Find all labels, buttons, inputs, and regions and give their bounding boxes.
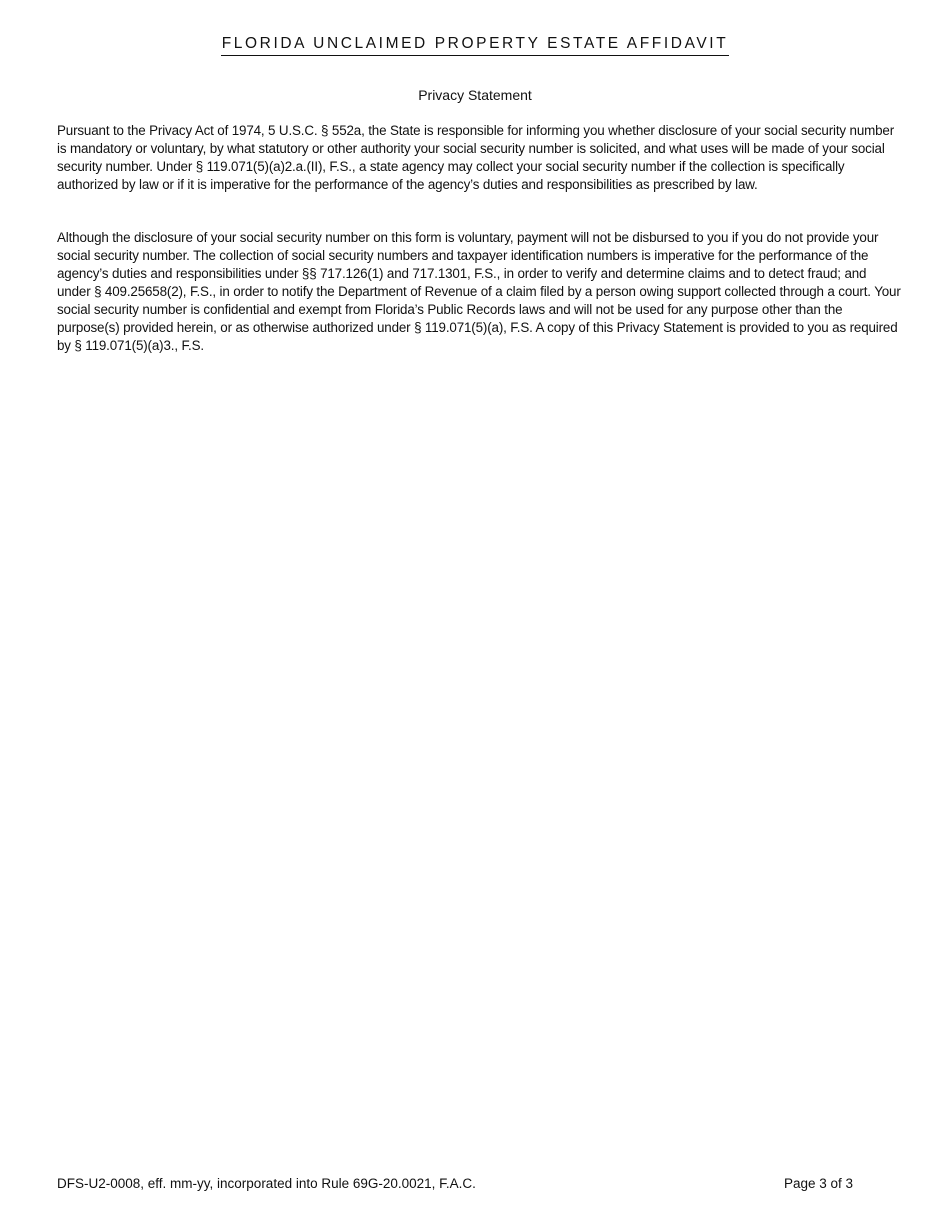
document-title-text: FLORIDA UNCLAIMED PROPERTY ESTATE AFFIDAVIT <box>221 34 730 56</box>
privacy-paragraph-2: Although the disclosure of your social security number on this form is voluntary, payment will not be disbursed to you if you do not provide your social security number. The collection of social security numbers and taxpayer identification numbers is imperative for the performance of the agency’s duties and responsibilities under §§ 717.126(1) and 717.1301, F.S., in order to verify and determine claims and to detect fraud; and under § 409.25658(2), F.S., in order to notify the Department of Revenue of a claim filed by a person owing support collected through a court. Your social security number is confidential and exempt from Florida’s Public Records laws and will not be used for any purpose other than the purpose(s) provided herein, or as otherwise authorized under § 119.071(5)(a), F.S. A copy of this Privacy Statement is provided to you as required by § 119.071(5)(a)3., F.S. <box>57 230 901 353</box>
document-title <box>0 34 950 56</box>
privacy-paragraph-1: Pursuant to the Privacy Act of 1974, 5 U.S.C. § 552a, the State is responsible for informing you whether disclosure of your social security number is mandatory or voluntary, by what statutory or other authority your social security number is solicited, and what uses will be made of your social security number. Under § 119.071(5)(a)2.a.(II), F.S., a state agency may collect your social security number if the collection is specifically authorized by law or if it is imperative for the performance of the agency’s duties and responsibilities as prescribed by law. <box>57 123 895 192</box>
footer-page-indicator: Page 3 of 3 <box>783 1176 853 1191</box>
privacy-statement-heading: Privacy Statement <box>418 87 532 103</box>
footer-form-id: DFS-U2-0008, eff. mm-yy, incorporated into Rule 69G-20.0021, F.A.C. <box>57 1176 476 1191</box>
